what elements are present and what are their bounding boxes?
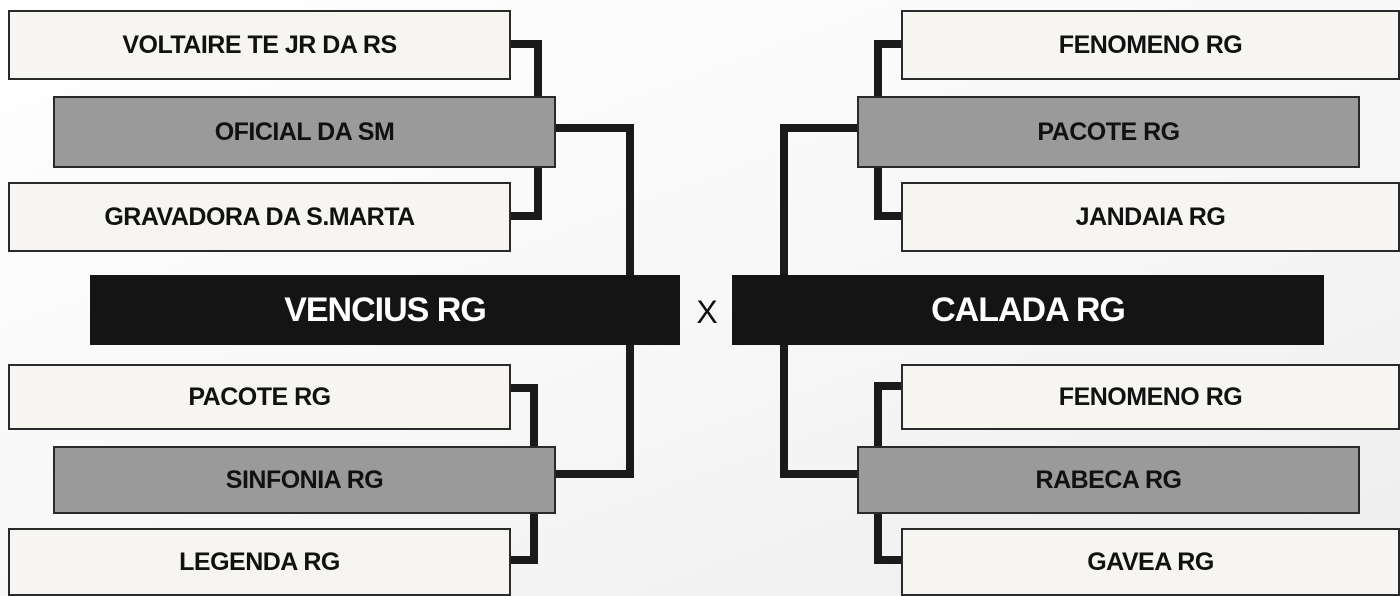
- left-top-entry-2: GRAVADORA DA S.MARTA: [8, 182, 511, 252]
- right-top-entry-2: JANDAIA RG: [901, 182, 1400, 252]
- left-bottom-entry-1: PACOTE RG: [8, 364, 511, 430]
- right-bottom-entry-1: FENOMENO RG: [901, 364, 1400, 430]
- right-top-winner: PACOTE RG: [857, 96, 1360, 168]
- left-finalist: VENCIUS RG: [90, 275, 680, 345]
- right-bottom-entry-2: GAVEA RG: [901, 528, 1400, 596]
- left-bottom-winner: SINFONIA RG: [53, 446, 556, 514]
- left-top-entry-1: VOLTAIRE TE JR DA RS: [8, 10, 511, 80]
- versus-label: X: [696, 293, 718, 330]
- right-bottom-winner: RABECA RG: [857, 446, 1360, 514]
- left-bottom-entry-2: LEGENDA RG: [8, 528, 511, 596]
- right-finalist: CALADA RG: [732, 275, 1324, 345]
- left-top-winner: OFICIAL DA SM: [53, 96, 556, 168]
- right-top-entry-1: FENOMENO RG: [901, 10, 1400, 80]
